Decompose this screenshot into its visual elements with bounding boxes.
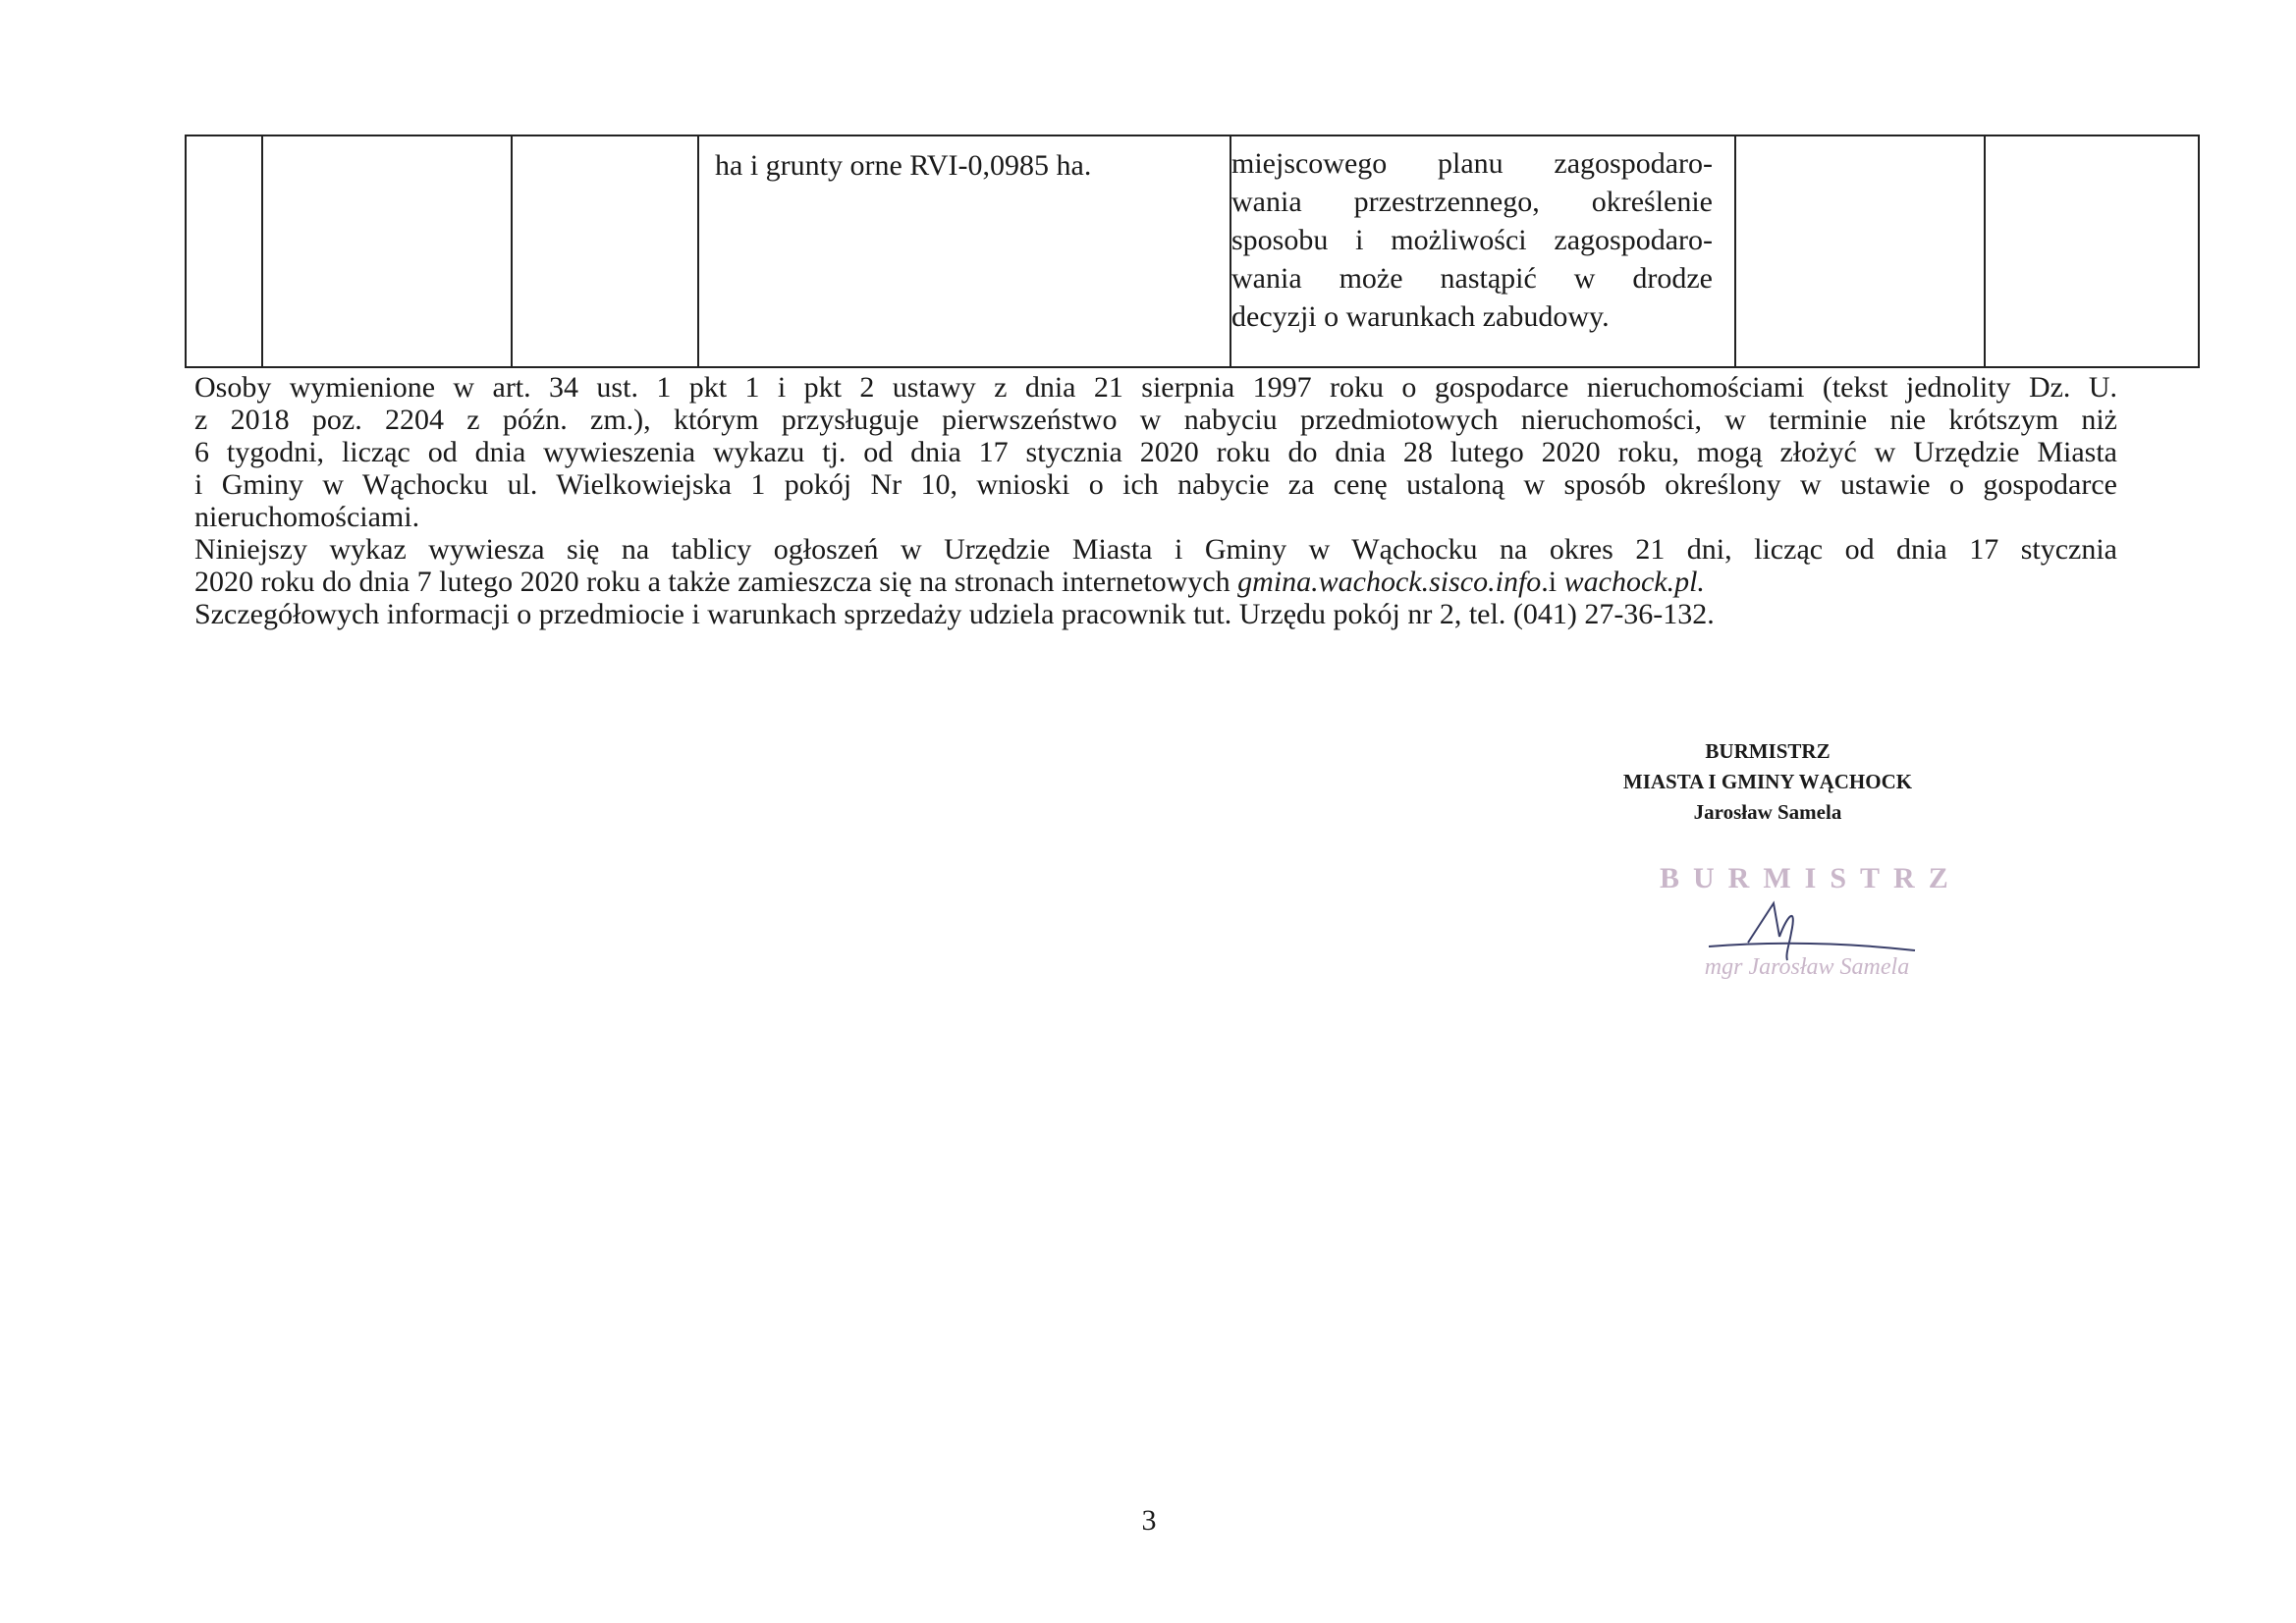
property-table-fragment bbox=[185, 135, 2200, 368]
table-column-divider bbox=[697, 136, 699, 366]
paragraph-line: Niniejszy wykaz wywiesza się na tablicy ogłoszeń w Urzędzie Miasta i Gminy w Wąchocku na okres 21 dni, licząc od dnia 17 stycznia bbox=[194, 533, 2117, 566]
table-cell-planning-note bbox=[1231, 144, 1713, 336]
official-stamp bbox=[1650, 846, 1964, 994]
planning-note-line: decyzji o warunkach zabudowy. bbox=[1231, 300, 1610, 333]
table-cell-land-area: ha i grunty orne RVI-0,0985 ha. bbox=[715, 149, 1092, 182]
planning-note-line: wania przestrzennego, określenie bbox=[1231, 186, 1713, 218]
paragraph-line bbox=[194, 566, 2117, 598]
signature-block bbox=[1571, 736, 1964, 828]
signatory-office: MIASTA I GMINY WĄCHOCK bbox=[1622, 770, 1913, 793]
stamp-name: mgr Jarosław Samela bbox=[1704, 954, 1910, 980]
planning-note-line: wania może nastąpić w drodze bbox=[1231, 262, 1713, 295]
contact-info-line: Szczegółowych informacji o przedmiocie i warunkach sprzedaży udziela pracownik tut. Urzędu pokój nr 2, tel. (041) 27-36-132. bbox=[194, 598, 1715, 630]
paragraph-line: Osoby wymienione w art. 34 ust. 1 pkt 1 i pkt 2 ustawy z dnia 21 sierpnia 1997 roku o gospodarce nieruchomościami (tekst jednolity Dz. U. bbox=[194, 371, 2117, 404]
table-column-divider bbox=[1734, 136, 1736, 366]
link-separator: .i bbox=[1541, 566, 1564, 598]
planning-note-line: miejscowego planu zagospodaro- bbox=[1231, 147, 1713, 180]
handwritten-signature-icon bbox=[1689, 886, 1925, 964]
paragraph-line: i Gminy w Wąchocku ul. Wielkowiejska 1 pokój Nr 10, wnioski o ich nabycie za cenę ustaloną w sposób określony w ustawie o gospodarce bbox=[194, 468, 2117, 501]
signatory-name: Jarosław Samela bbox=[1693, 800, 1842, 824]
stamp-title: BURMISTRZ bbox=[1660, 862, 1962, 894]
table-column-divider bbox=[1984, 136, 1986, 366]
paragraph-line: 6 tygodni, licząc od dnia wywieszenia wykazu tj. od dnia 17 stycznia 2020 roku do dnia 28 lutego 2020 roku, mogą złożyć w Urzędzie Miasta bbox=[194, 436, 2117, 468]
table-column-divider bbox=[261, 136, 263, 366]
signatory-title: BURMISTRZ bbox=[1705, 739, 1831, 763]
paragraph-text: 2020 roku do dnia 7 lutego 2020 roku a także zamieszcza się na stronach internetowych bbox=[194, 566, 1238, 598]
paragraph-line: z 2018 poz. 2204 z późn. zm.), którym przysługuje pierwszeństwo w nabyciu przedmiotowych nieruchomości, w terminie nie krótszym niż bbox=[194, 404, 2117, 436]
paragraph-line: nieruchomościami. bbox=[194, 501, 420, 533]
table-column-divider bbox=[511, 136, 513, 366]
website-link-wachock[interactable]: wachock.pl. bbox=[1563, 566, 1705, 598]
notice-body bbox=[194, 371, 2117, 630]
website-link-gmina[interactable]: gmina.wachock.sisco.info bbox=[1237, 566, 1542, 598]
planning-note-line: sposobu i możliwości zagospodaro- bbox=[1231, 224, 1713, 256]
page-number: 3 bbox=[1141, 1504, 1157, 1537]
